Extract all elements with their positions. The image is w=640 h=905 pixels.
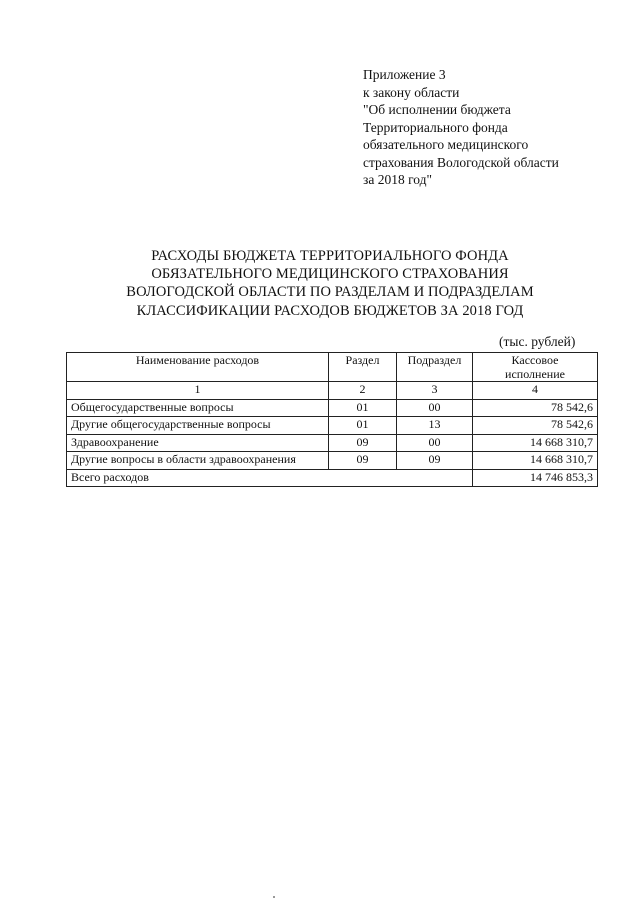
column-number-row: [67, 382, 598, 400]
column-number: 1: [67, 382, 329, 400]
appendix-line: страхования Вологодской области: [363, 154, 559, 170]
total-amount: 14 746 853,3: [473, 469, 598, 487]
row-name: Общегосударственные вопросы: [67, 399, 329, 417]
appendix-note: [363, 66, 613, 189]
row-subsection: 00: [397, 434, 473, 452]
appendix-line: за 2018 год": [363, 172, 433, 187]
table-row: [67, 452, 598, 470]
column-number: 4: [473, 382, 598, 400]
units-label: (тыс. рублей): [499, 334, 576, 349]
column-number: 3: [397, 382, 473, 400]
appendix-line: Территориального фонда: [363, 119, 508, 135]
row-subsection: 09: [397, 452, 473, 470]
row-name: Другие общегосударственные вопросы: [67, 417, 329, 435]
table-header-row: [67, 353, 598, 382]
header-amount-line: исполнение: [505, 367, 565, 381]
row-subsection: 00: [397, 399, 473, 417]
total-label: Всего расходов: [67, 469, 473, 487]
total-row: [67, 469, 598, 487]
document-title: [60, 247, 600, 320]
title-line: ОБЯЗАТЕЛЬНОГО МЕДИЦИНСКОГО СТРАХОВАНИЯ: [151, 266, 509, 283]
row-amount: 14 668 310,7: [473, 452, 598, 470]
row-name: Здравоохранение: [67, 434, 329, 452]
row-section: 01: [329, 417, 397, 435]
header-amount-line: Кассовое: [511, 353, 559, 367]
title-line: ВОЛОГОДСКОЙ ОБЛАСТИ ПО РАЗДЕЛАМ И ПОДРАЗДЕЛАМ: [126, 284, 534, 301]
expenditure-table: [66, 352, 598, 487]
row-amount: 78 542,6: [473, 399, 598, 417]
header-amount: [473, 353, 598, 382]
row-subsection: 13: [397, 417, 473, 435]
row-amount: 78 542,6: [473, 417, 598, 435]
appendix-line: "Об исполнении бюджета: [363, 102, 511, 117]
header-subsection: Подраздел: [397, 353, 473, 382]
row-section: 09: [329, 452, 397, 470]
scan-speck: [273, 896, 275, 898]
appendix-line: к закону области: [363, 84, 460, 100]
table-row: [67, 417, 598, 435]
row-section: 01: [329, 399, 397, 417]
row-amount: 14 668 310,7: [473, 434, 598, 452]
row-section: 09: [329, 434, 397, 452]
column-number: 2: [329, 382, 397, 400]
header-section: Раздел: [329, 353, 397, 382]
table-row: [67, 399, 598, 417]
title-line: РАСХОДЫ БЮДЖЕТА ТЕРРИТОРИАЛЬНОГО ФОНДА: [151, 248, 509, 264]
appendix-line: обязательного медицинского: [363, 137, 529, 152]
header-name: Наименование расходов: [67, 353, 329, 382]
title-line: КЛАССИФИКАЦИИ РАСХОДОВ БЮДЖЕТОВ ЗА 2018 ГОД: [136, 302, 524, 319]
appendix-line: Приложение 3: [363, 67, 446, 82]
table-row: [67, 434, 598, 452]
row-name: Другие вопросы в области здравоохранения: [67, 452, 329, 470]
